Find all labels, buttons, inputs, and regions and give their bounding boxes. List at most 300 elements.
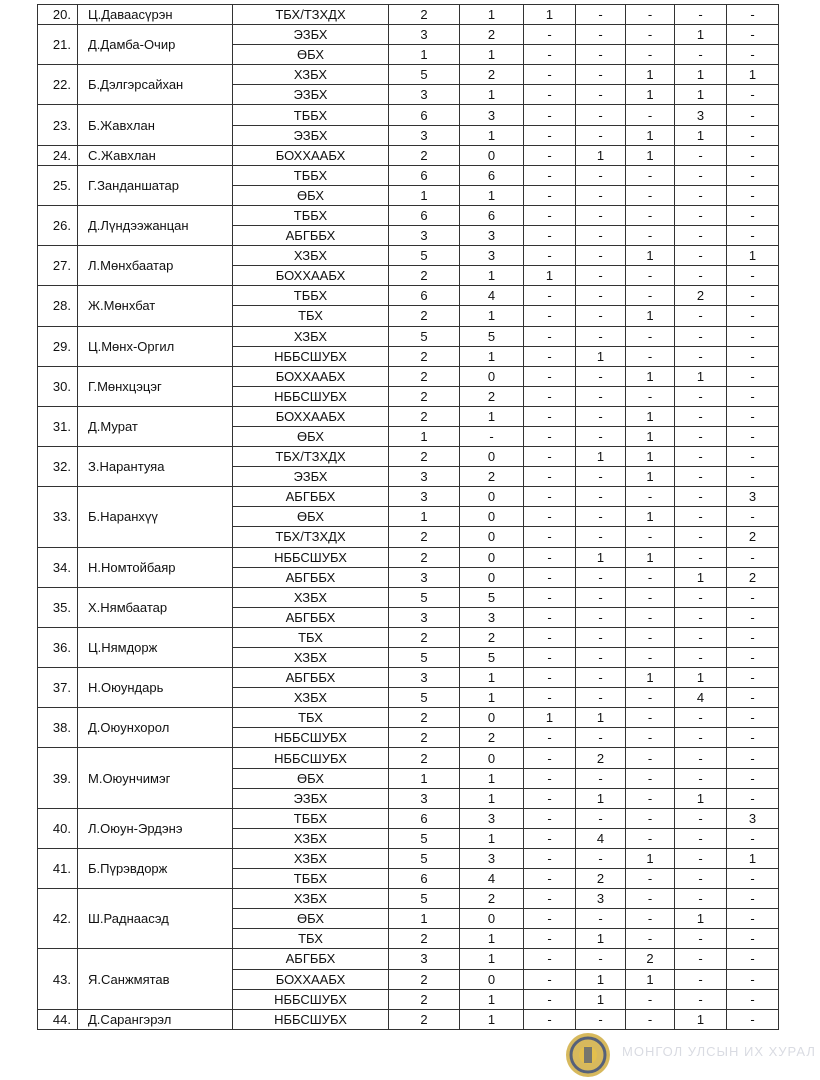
- value-cell-3: -: [524, 909, 576, 929]
- row-number: 44.: [38, 1009, 78, 1029]
- value-cell-3: -: [524, 346, 576, 366]
- table-row: [38, 105, 779, 125]
- value-cell-4: -: [576, 366, 626, 386]
- value-cell-6: -: [675, 386, 727, 406]
- value-cell-7: -: [727, 45, 779, 65]
- value-cell-3: -: [524, 567, 576, 587]
- value-cell-2: 1: [460, 45, 524, 65]
- value-cell-4: -: [576, 567, 626, 587]
- value-cell-6: -: [675, 487, 727, 507]
- value-cell-3: -: [524, 226, 576, 246]
- value-cell-2: 1: [460, 125, 524, 145]
- table-row: [38, 487, 779, 507]
- value-cell-7: 3: [727, 808, 779, 828]
- value-cell-6: 3: [675, 105, 727, 125]
- value-cell-1: 3: [389, 788, 460, 808]
- table-row: [38, 1009, 779, 1029]
- value-cell-6: -: [675, 266, 727, 286]
- value-cell-5: 1: [626, 547, 675, 567]
- value-cell-3: -: [524, 286, 576, 306]
- value-cell-4: 4: [576, 828, 626, 848]
- value-cell-4: -: [576, 487, 626, 507]
- value-cell-4: -: [576, 848, 626, 868]
- member-name: Х.Нямбаатар: [78, 587, 233, 627]
- value-cell-7: -: [727, 226, 779, 246]
- value-cell-1: 1: [389, 909, 460, 929]
- value-cell-7: -: [727, 85, 779, 105]
- committee-code: АБГББХ: [233, 226, 389, 246]
- value-cell-2: 1: [460, 85, 524, 105]
- value-cell-5: -: [626, 708, 675, 728]
- value-cell-7: -: [727, 648, 779, 668]
- value-cell-2: 1: [460, 406, 524, 426]
- value-cell-4: -: [576, 105, 626, 125]
- value-cell-7: -: [727, 326, 779, 346]
- table-row: [38, 286, 779, 306]
- value-cell-3: -: [524, 25, 576, 45]
- value-cell-5: 1: [626, 406, 675, 426]
- value-cell-7: -: [727, 909, 779, 929]
- value-cell-6: 1: [675, 909, 727, 929]
- committee-code: ТББХ: [233, 205, 389, 225]
- value-cell-7: -: [727, 869, 779, 889]
- watermark: [560, 1030, 820, 1080]
- value-cell-1: 5: [389, 246, 460, 266]
- committee-code: ӨБХ: [233, 909, 389, 929]
- value-cell-2: 1: [460, 266, 524, 286]
- value-cell-5: -: [626, 25, 675, 45]
- member-name: Г.Мөнхцэцэг: [78, 366, 233, 406]
- value-cell-4: -: [576, 688, 626, 708]
- value-cell-4: 3: [576, 889, 626, 909]
- value-cell-4: -: [576, 728, 626, 748]
- member-name: Ц.Нямдорж: [78, 627, 233, 667]
- value-cell-2: 0: [460, 487, 524, 507]
- value-cell-7: -: [727, 768, 779, 788]
- member-name: С.Жавхлан: [78, 145, 233, 165]
- value-cell-5: 1: [626, 65, 675, 85]
- value-cell-2: 0: [460, 527, 524, 547]
- value-cell-3: -: [524, 788, 576, 808]
- value-cell-4: -: [576, 507, 626, 527]
- committee-code: ТББХ: [233, 808, 389, 828]
- value-cell-7: -: [727, 125, 779, 145]
- value-cell-5: 1: [626, 366, 675, 386]
- value-cell-5: -: [626, 989, 675, 1009]
- value-cell-1: 1: [389, 45, 460, 65]
- value-cell-3: -: [524, 185, 576, 205]
- value-cell-3: -: [524, 426, 576, 446]
- value-cell-2: 3: [460, 246, 524, 266]
- value-cell-5: -: [626, 5, 675, 25]
- value-cell-6: 4: [675, 688, 727, 708]
- member-name: Л.Оюун-Эрдэнэ: [78, 808, 233, 848]
- value-cell-5: 1: [626, 85, 675, 105]
- member-name: Б.Дэлгэрсайхан: [78, 65, 233, 105]
- value-cell-3: -: [524, 65, 576, 85]
- table-row: [38, 205, 779, 225]
- value-cell-1: 2: [389, 627, 460, 647]
- value-cell-7: -: [727, 306, 779, 326]
- value-cell-7: 2: [727, 527, 779, 547]
- committee-code: ӨБХ: [233, 185, 389, 205]
- value-cell-4: -: [576, 45, 626, 65]
- value-cell-3: 1: [524, 266, 576, 286]
- value-cell-6: -: [675, 969, 727, 989]
- value-cell-3: -: [524, 507, 576, 527]
- value-cell-2: 0: [460, 748, 524, 768]
- value-cell-3: -: [524, 366, 576, 386]
- value-cell-6: -: [675, 587, 727, 607]
- value-cell-4: -: [576, 607, 626, 627]
- value-cell-6: 1: [675, 788, 727, 808]
- committee-code: АБГББХ: [233, 607, 389, 627]
- value-cell-4: -: [576, 808, 626, 828]
- value-cell-1: 5: [389, 828, 460, 848]
- value-cell-2: 1: [460, 768, 524, 788]
- table-row: [38, 708, 779, 728]
- member-name: Д.Оюунхорол: [78, 708, 233, 748]
- value-cell-1: 1: [389, 426, 460, 446]
- committee-code: ТБХ/ТЗХДХ: [233, 527, 389, 547]
- value-cell-3: -: [524, 125, 576, 145]
- value-cell-7: -: [727, 507, 779, 527]
- value-cell-4: -: [576, 306, 626, 326]
- value-cell-5: -: [626, 909, 675, 929]
- value-cell-1: 2: [389, 447, 460, 467]
- row-number: 30.: [38, 366, 78, 406]
- value-cell-4: -: [576, 85, 626, 105]
- value-cell-1: 2: [389, 145, 460, 165]
- value-cell-6: -: [675, 648, 727, 668]
- member-name: Д.Мурат: [78, 406, 233, 446]
- value-cell-5: 1: [626, 125, 675, 145]
- value-cell-2: 2: [460, 65, 524, 85]
- value-cell-4: -: [576, 25, 626, 45]
- committee-code: ТББХ: [233, 869, 389, 889]
- value-cell-1: 3: [389, 567, 460, 587]
- value-cell-1: 1: [389, 507, 460, 527]
- row-number: 41.: [38, 848, 78, 888]
- committee-code: ӨБХ: [233, 507, 389, 527]
- member-name: З.Нарантуяа: [78, 447, 233, 487]
- value-cell-5: -: [626, 889, 675, 909]
- value-cell-6: -: [675, 768, 727, 788]
- value-cell-1: 1: [389, 768, 460, 788]
- attendance-table: [37, 4, 779, 1030]
- member-name: Ж.Мөнхбат: [78, 286, 233, 326]
- value-cell-7: -: [727, 467, 779, 487]
- value-cell-2: 3: [460, 226, 524, 246]
- row-number: 40.: [38, 808, 78, 848]
- member-name: Б.Наранхүү: [78, 487, 233, 547]
- value-cell-5: -: [626, 286, 675, 306]
- value-cell-6: -: [675, 728, 727, 748]
- value-cell-6: -: [675, 246, 727, 266]
- value-cell-6: -: [675, 145, 727, 165]
- value-cell-2: 0: [460, 909, 524, 929]
- value-cell-5: -: [626, 226, 675, 246]
- value-cell-1: 2: [389, 708, 460, 728]
- value-cell-5: -: [626, 45, 675, 65]
- committee-code: ТБХ/ТЗХДХ: [233, 447, 389, 467]
- committee-code: НББСШУБХ: [233, 346, 389, 366]
- value-cell-2: 1: [460, 346, 524, 366]
- value-cell-7: -: [727, 989, 779, 1009]
- value-cell-5: -: [626, 205, 675, 225]
- row-number: 34.: [38, 547, 78, 587]
- value-cell-7: -: [727, 145, 779, 165]
- table-row: [38, 65, 779, 85]
- value-cell-6: -: [675, 527, 727, 547]
- value-cell-5: 1: [626, 467, 675, 487]
- value-cell-1: 2: [389, 748, 460, 768]
- value-cell-7: -: [727, 286, 779, 306]
- value-cell-7: -: [727, 366, 779, 386]
- value-cell-3: -: [524, 527, 576, 547]
- value-cell-2: 1: [460, 989, 524, 1009]
- value-cell-3: -: [524, 306, 576, 326]
- table-row: [38, 145, 779, 165]
- value-cell-5: -: [626, 386, 675, 406]
- value-cell-1: 2: [389, 346, 460, 366]
- value-cell-2: 0: [460, 969, 524, 989]
- value-cell-7: -: [727, 386, 779, 406]
- member-name: Я.Санжмятав: [78, 949, 233, 1009]
- committee-code: ТБХ: [233, 627, 389, 647]
- value-cell-2: 0: [460, 145, 524, 165]
- value-cell-4: -: [576, 326, 626, 346]
- value-cell-4: 1: [576, 346, 626, 366]
- value-cell-1: 2: [389, 366, 460, 386]
- committee-code: ТБХ/ТЗХДХ: [233, 5, 389, 25]
- value-cell-2: 0: [460, 447, 524, 467]
- value-cell-4: -: [576, 627, 626, 647]
- value-cell-2: 1: [460, 306, 524, 326]
- value-cell-2: 3: [460, 808, 524, 828]
- value-cell-1: 3: [389, 125, 460, 145]
- value-cell-3: -: [524, 929, 576, 949]
- member-name: М.Оюунчимэг: [78, 748, 233, 808]
- value-cell-6: 2: [675, 286, 727, 306]
- value-cell-3: -: [524, 587, 576, 607]
- value-cell-5: -: [626, 929, 675, 949]
- value-cell-3: -: [524, 969, 576, 989]
- value-cell-3: -: [524, 668, 576, 688]
- row-number: 26.: [38, 205, 78, 245]
- value-cell-4: 2: [576, 869, 626, 889]
- value-cell-7: -: [727, 828, 779, 848]
- value-cell-1: 1: [389, 185, 460, 205]
- value-cell-5: -: [626, 788, 675, 808]
- value-cell-4: -: [576, 205, 626, 225]
- committee-code: ХЗБХ: [233, 326, 389, 346]
- value-cell-6: -: [675, 306, 727, 326]
- table-row: [38, 949, 779, 969]
- value-cell-5: -: [626, 648, 675, 668]
- value-cell-6: 1: [675, 65, 727, 85]
- value-cell-4: -: [576, 527, 626, 547]
- committee-code: ХЗБХ: [233, 246, 389, 266]
- committee-code: ЭЗБХ: [233, 788, 389, 808]
- value-cell-2: 2: [460, 386, 524, 406]
- table-row: [38, 547, 779, 567]
- row-number: 32.: [38, 447, 78, 487]
- value-cell-3: -: [524, 145, 576, 165]
- value-cell-6: 1: [675, 1009, 727, 1029]
- value-cell-3: -: [524, 246, 576, 266]
- value-cell-6: -: [675, 5, 727, 25]
- value-cell-2: 1: [460, 929, 524, 949]
- value-cell-7: 1: [727, 246, 779, 266]
- committee-code: ТБХ: [233, 306, 389, 326]
- member-name: Г.Занданшатар: [78, 165, 233, 205]
- value-cell-7: -: [727, 185, 779, 205]
- member-name: Ц.Мөнх-Оргил: [78, 326, 233, 366]
- value-cell-5: 1: [626, 246, 675, 266]
- value-cell-1: 6: [389, 165, 460, 185]
- table-row: [38, 848, 779, 868]
- value-cell-6: -: [675, 447, 727, 467]
- row-number: 42.: [38, 889, 78, 949]
- row-number: 31.: [38, 406, 78, 446]
- value-cell-1: 3: [389, 487, 460, 507]
- value-cell-5: 1: [626, 426, 675, 446]
- value-cell-4: -: [576, 768, 626, 788]
- table-row: [38, 25, 779, 45]
- value-cell-2: 6: [460, 165, 524, 185]
- value-cell-3: -: [524, 627, 576, 647]
- member-name: Б.Жавхлан: [78, 105, 233, 145]
- value-cell-7: -: [727, 5, 779, 25]
- row-number: 38.: [38, 708, 78, 748]
- committee-code: ХЗБХ: [233, 65, 389, 85]
- value-cell-3: -: [524, 205, 576, 225]
- value-cell-1: 3: [389, 226, 460, 246]
- table-row: [38, 366, 779, 386]
- committee-code: БОХХААБХ: [233, 406, 389, 426]
- value-cell-2: 1: [460, 1009, 524, 1029]
- value-cell-4: 1: [576, 547, 626, 567]
- value-cell-3: -: [524, 1009, 576, 1029]
- value-cell-3: -: [524, 748, 576, 768]
- row-number: 43.: [38, 949, 78, 1009]
- value-cell-5: 2: [626, 949, 675, 969]
- row-number: 23.: [38, 105, 78, 145]
- value-cell-3: -: [524, 828, 576, 848]
- committee-code: НББСШУБХ: [233, 1009, 389, 1029]
- value-cell-3: -: [524, 85, 576, 105]
- committee-code: НББСШУБХ: [233, 989, 389, 1009]
- value-cell-2: 2: [460, 627, 524, 647]
- value-cell-3: -: [524, 386, 576, 406]
- value-cell-7: -: [727, 346, 779, 366]
- value-cell-3: -: [524, 467, 576, 487]
- value-cell-2: 2: [460, 889, 524, 909]
- committee-code: БОХХААБХ: [233, 969, 389, 989]
- value-cell-6: -: [675, 869, 727, 889]
- committee-code: НББСШУБХ: [233, 386, 389, 406]
- value-cell-5: 1: [626, 507, 675, 527]
- row-number: 29.: [38, 326, 78, 366]
- value-cell-1: 2: [389, 547, 460, 567]
- value-cell-1: 2: [389, 5, 460, 25]
- value-cell-1: 2: [389, 266, 460, 286]
- table-row: [38, 447, 779, 467]
- committee-code: ТББХ: [233, 165, 389, 185]
- value-cell-2: 1: [460, 949, 524, 969]
- value-cell-6: -: [675, 708, 727, 728]
- row-number: 24.: [38, 145, 78, 165]
- value-cell-7: -: [727, 688, 779, 708]
- committee-code: ӨБХ: [233, 45, 389, 65]
- value-cell-4: -: [576, 949, 626, 969]
- member-name: Л.Мөнхбаатар: [78, 246, 233, 286]
- value-cell-1: 5: [389, 326, 460, 346]
- value-cell-7: -: [727, 929, 779, 949]
- value-cell-6: 1: [675, 567, 727, 587]
- value-cell-5: -: [626, 768, 675, 788]
- committee-code: АБГББХ: [233, 668, 389, 688]
- value-cell-4: -: [576, 587, 626, 607]
- table-row: [38, 406, 779, 426]
- table-row: [38, 5, 779, 25]
- value-cell-6: -: [675, 45, 727, 65]
- value-cell-1: 5: [389, 648, 460, 668]
- value-cell-7: -: [727, 25, 779, 45]
- row-number: 21.: [38, 25, 78, 65]
- value-cell-2: 5: [460, 587, 524, 607]
- value-cell-1: 6: [389, 205, 460, 225]
- value-cell-5: -: [626, 869, 675, 889]
- committee-code: НББСШУБХ: [233, 547, 389, 567]
- committee-code: ХЗБХ: [233, 828, 389, 848]
- table-row: [38, 246, 779, 266]
- value-cell-5: -: [626, 266, 675, 286]
- table-row: [38, 889, 779, 909]
- value-cell-2: 3: [460, 607, 524, 627]
- value-cell-5: 1: [626, 447, 675, 467]
- value-cell-7: -: [727, 426, 779, 446]
- committee-code: ЭЗБХ: [233, 125, 389, 145]
- committee-code: ХЗБХ: [233, 587, 389, 607]
- value-cell-5: -: [626, 607, 675, 627]
- value-cell-4: -: [576, 426, 626, 446]
- committee-code: ЭЗБХ: [233, 25, 389, 45]
- value-cell-6: -: [675, 848, 727, 868]
- value-cell-1: 2: [389, 1009, 460, 1029]
- row-number: 22.: [38, 65, 78, 105]
- member-name: Н.Оюундарь: [78, 668, 233, 708]
- value-cell-2: 5: [460, 648, 524, 668]
- value-cell-5: -: [626, 1009, 675, 1029]
- value-cell-4: -: [576, 668, 626, 688]
- value-cell-2: 4: [460, 286, 524, 306]
- value-cell-2: 2: [460, 25, 524, 45]
- committee-code: АБГББХ: [233, 567, 389, 587]
- value-cell-1: 3: [389, 467, 460, 487]
- value-cell-6: 1: [675, 366, 727, 386]
- value-cell-1: 2: [389, 929, 460, 949]
- value-cell-2: 5: [460, 326, 524, 346]
- value-cell-4: -: [576, 406, 626, 426]
- committee-code: БОХХААБХ: [233, 145, 389, 165]
- value-cell-2: 0: [460, 708, 524, 728]
- value-cell-7: -: [727, 1009, 779, 1029]
- value-cell-5: -: [626, 688, 675, 708]
- committee-code: АБГББХ: [233, 949, 389, 969]
- value-cell-7: -: [727, 627, 779, 647]
